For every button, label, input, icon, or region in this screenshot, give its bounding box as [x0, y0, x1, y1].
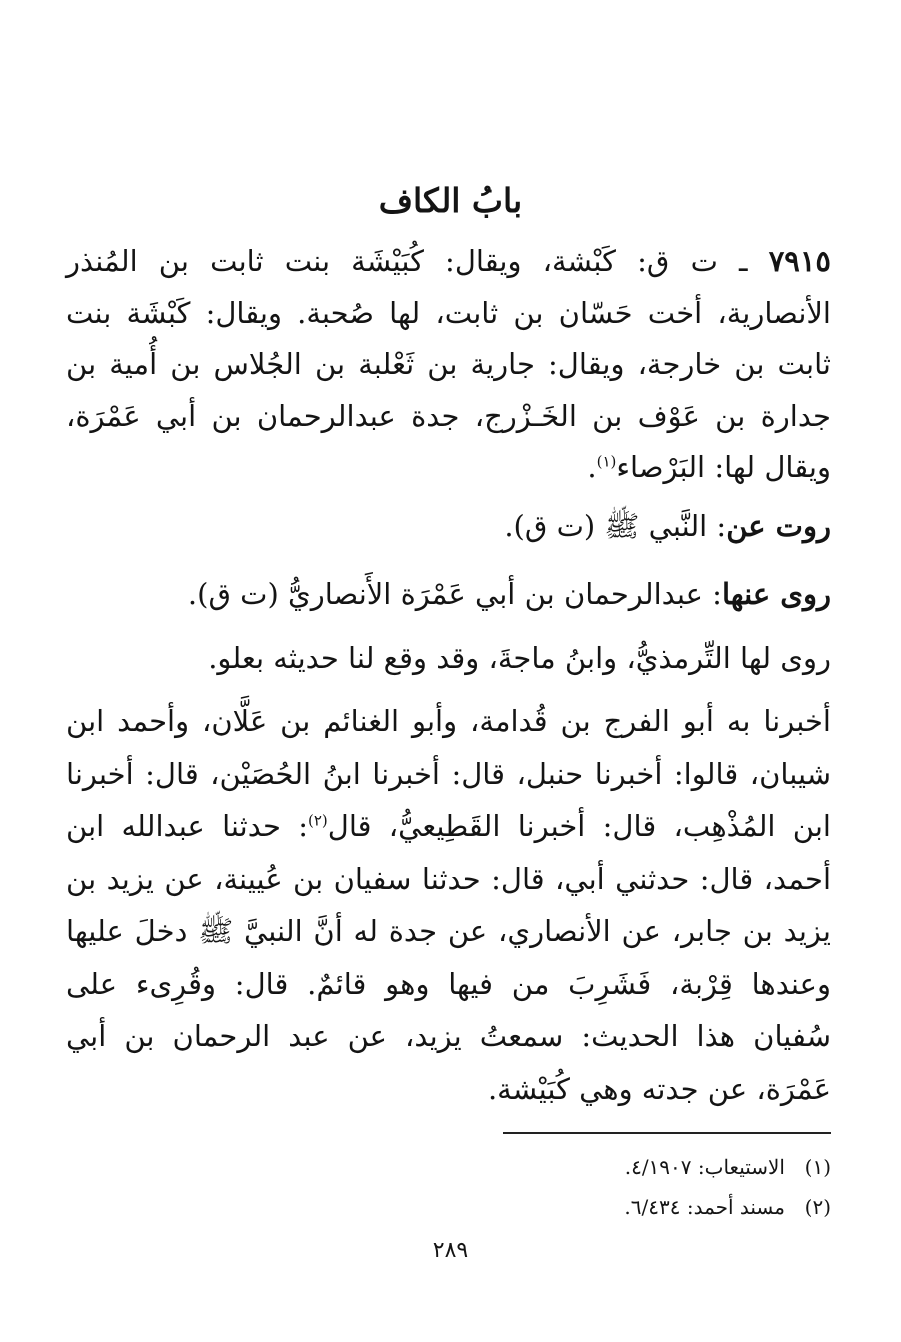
- entry-end: .: [587, 450, 597, 484]
- footnote-2: [66, 1192, 831, 1222]
- footnote-ref-2: (٢): [307, 811, 328, 830]
- collections-line: [66, 632, 831, 684]
- footnote-1-text: الاستيعاب: ٤/١٩٠٧.: [624, 1155, 785, 1179]
- isnad-paragraph: [66, 695, 831, 1115]
- footnote-1-number: (١): [804, 1155, 831, 1179]
- footnote-ref-1: (١): [596, 452, 617, 471]
- page-number: ٢٨٩: [432, 1238, 469, 1263]
- narrated-from-label: روت عن: [726, 509, 831, 543]
- narrated-by-label: روى عنها: [721, 577, 831, 611]
- narrated-from-text: : النَّبي ﷺ (ت ق).: [504, 509, 727, 543]
- narrated-by-line: [66, 568, 831, 620]
- entry-number: ٧٩١٥: [768, 244, 831, 278]
- footnote-2-number: (٢): [804, 1195, 831, 1219]
- footnote-divider: [503, 1132, 831, 1134]
- isnad-part-1: أخبرنا به أبو الفرج بن قُدامة، وأبو الغنائم بن عَلَّان، وأحمد ابن شيبان، قالوا: أخبرنا حنبل، قال: أخبرنا ابنُ الحُصَيْن، قال: أخبرنا ابن المُذْهِب، قال: أخبرنا القَطِيعيُّ، قال: [66, 704, 831, 843]
- entry-text: ـ ت ق: كَبْشة، ويقال: كُبَيْشَة بنت ثابت بن المُنذر الأنصارية، أخت حَسّان بن ثابت، لها صُحبة. ويقال: كَبْشَة بنت ثابت بن خارجة، ويقال: جارية بن ثَعْلبة بن الجُلاس بن أُمية بن جدارة بن عَوْف بن الخَـزْرج، جدة عبدالرحمان بن أبي عَمْرَة، ويقال لها: البَرْصاء: [66, 244, 831, 484]
- isnad-part-2: : حدثنا عبدالله ابن أحمد، قال: حدثني أبي، قال: حدثنا سفيان بن عُيينة، عن يزيد بن يزيد بن جابر، عن الأنصاري، عن جدة له أنَّ النبيَّ ﷺ دخلَ عليها وعندها قِرْبة، فَشَرِبَ من فيها وهو قائمٌ. قال: وقُرِىء على سُفيان هذا الحديث: سمعتُ يزيد، عن عبد الرحمان بن أبي عَمْرَة، عن جدته وهي كُبَيْشة.: [66, 809, 831, 1106]
- chapter-title: بابُ الكاف: [378, 181, 523, 220]
- biography-entry: [66, 236, 831, 494]
- collections-text: روى لها التِّرمذيُّ، وابنُ ماجةَ، وقد وقع لنا حديثه بعلو.: [208, 641, 831, 675]
- narrated-by-text: : عبدالرحمان بن أبي عَمْرَة الأَنصاريُّ (ت ق).: [187, 577, 722, 611]
- narrated-from-line: [66, 500, 831, 552]
- footnote-2-text: مسند أحمد: ٦/٤٣٤.: [624, 1195, 785, 1219]
- footnote-1: [66, 1152, 831, 1182]
